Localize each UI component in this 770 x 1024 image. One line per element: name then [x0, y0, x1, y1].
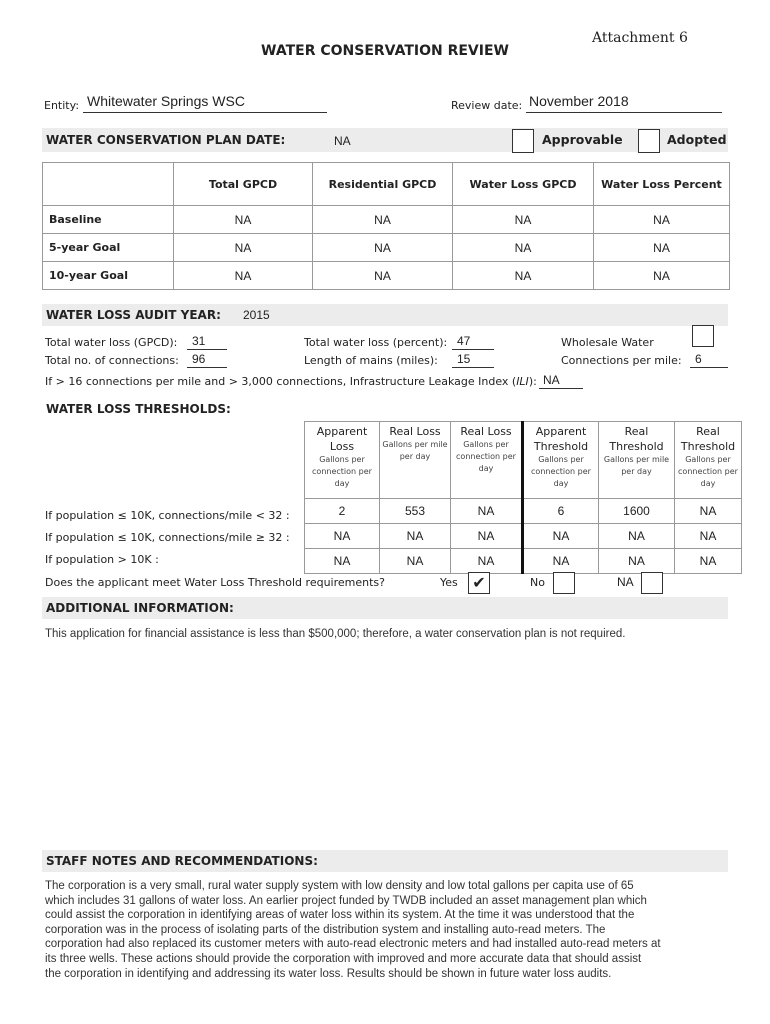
total-loss-pct-value[interactable]: 47 — [457, 334, 471, 348]
connections-value[interactable]: 96 — [192, 352, 206, 366]
staff-notes-header — [42, 850, 728, 872]
entity-underline — [83, 112, 327, 113]
col-unit: Gallons per connection per day — [678, 455, 738, 488]
ili-underline — [539, 388, 583, 389]
col-apparent-threshold — [523, 422, 599, 499]
page-title: WATER CONSERVATION REVIEW — [261, 43, 509, 59]
table-cell: NA — [380, 524, 451, 549]
table-cell: NA — [313, 262, 453, 290]
total-loss-gpcd-underline — [187, 349, 227, 350]
review-date-underline — [526, 112, 722, 113]
table-cell: NA — [451, 524, 523, 549]
table-row — [43, 206, 730, 234]
table-row — [305, 499, 742, 524]
table-cell: NA — [174, 206, 313, 234]
staff-note-line: corporation was in the process of isolating parts of the distribution system and installing auto-read meters. The — [45, 923, 606, 936]
staff-note-line: the corporation in identifying and addressing its water loss. Results should be shown in future water loss audits. — [45, 967, 612, 980]
gpcd-corner-cell — [43, 163, 174, 206]
plan-date-value[interactable]: NA — [334, 134, 351, 148]
no-checkbox[interactable] — [553, 572, 575, 594]
audit-year-label: WATER LOSS AUDIT YEAR: — [46, 308, 221, 322]
col-unit: Gallons per mile per day — [603, 455, 670, 476]
col-real-threshold-mile — [599, 422, 675, 499]
col-total-gpcd: Total GPCD — [174, 163, 313, 206]
table-cell: NA — [675, 524, 742, 549]
col-water-loss-percent: Water Loss Percent — [594, 163, 730, 206]
table-cell: NA — [675, 499, 742, 524]
plan-date-header — [42, 128, 728, 152]
col-unit: Gallons per connection per day — [312, 455, 372, 488]
thresholds-label: WATER LOSS THRESHOLDS: — [46, 402, 231, 416]
table-cell: NA — [174, 262, 313, 290]
total-loss-gpcd-label: Total water loss (GPCD): — [45, 336, 178, 349]
threshold-row-label: If population ≤ 10K, connections/mile ≥ 32 : — [45, 531, 290, 544]
ili-value[interactable]: NA — [543, 373, 560, 387]
table-row — [43, 262, 730, 290]
staff-note-line: The corporation is a very small, rural water supply system with low density and low total gallons per capita use of 65 — [45, 880, 634, 892]
table-cell: 6 — [523, 499, 599, 524]
total-loss-pct-underline — [452, 349, 494, 350]
additional-info-header — [42, 597, 728, 619]
review-date-label: Review date: — [451, 99, 523, 112]
col-title: Real Threshold — [609, 425, 664, 453]
table-cell: NA — [451, 499, 523, 524]
col-title: Real Threshold — [680, 425, 736, 453]
mains-label: Length of mains (miles): — [304, 354, 438, 367]
col-real-loss-mile — [380, 422, 451, 499]
ili-label-post: ): — [528, 375, 537, 388]
total-loss-pct-label: Total water loss (percent): — [304, 336, 448, 349]
table-cell: NA — [675, 549, 742, 574]
table-cell: NA — [594, 262, 730, 290]
col-title: Apparent Threshold — [533, 425, 589, 453]
approvable-checkbox[interactable] — [512, 129, 534, 153]
table-cell: NA — [599, 524, 675, 549]
col-title: Real Loss — [460, 425, 512, 438]
threshold-question: Does the applicant meet Water Loss Threshold requirements? — [45, 576, 385, 589]
col-unit: Gallons per connection per day — [456, 440, 516, 473]
thresholds-header — [42, 398, 728, 420]
audit-year-value[interactable]: 2015 — [243, 308, 270, 322]
col-title: Real Loss — [389, 425, 441, 438]
additional-info-label: ADDITIONAL INFORMATION: — [46, 601, 234, 615]
entity-value[interactable]: Whitewater Springs WSC — [87, 93, 245, 109]
audit-year-header — [42, 304, 728, 326]
row-label-5-year-goal: 5-year Goal — [43, 234, 174, 262]
conn-per-mile-underline — [690, 367, 728, 368]
table-cell: NA — [523, 524, 599, 549]
table-cell: NA — [380, 549, 451, 574]
yes-label: Yes — [440, 576, 458, 589]
table-cell: NA — [305, 549, 380, 574]
ili-label-pre: If > 16 connections per mile and > 3,000 connections, Infrastructure Leakage Index ( — [45, 375, 517, 388]
table-cell: 1600 — [599, 499, 675, 524]
row-label-10-year-goal: 10-year Goal — [43, 262, 174, 290]
col-unit: Gallons per connection per day — [531, 455, 591, 488]
mains-underline — [452, 367, 494, 368]
table-cell: NA — [594, 206, 730, 234]
col-residential-gpcd: Residential GPCD — [313, 163, 453, 206]
ili-label — [45, 375, 537, 388]
staff-notes-label: STAFF NOTES AND RECOMMENDATIONS: — [46, 854, 318, 868]
wholesale-label: Wholesale Water — [561, 336, 654, 349]
table-cell: NA — [305, 524, 380, 549]
gpcd-table — [42, 162, 730, 290]
additional-info-text: This application for financial assistance is less than $500,000; therefore, a water conservation plan is not required. — [45, 628, 626, 640]
table-cell: NA — [599, 549, 675, 574]
conn-per-mile-label: Connections per mile: — [561, 354, 682, 367]
col-unit: Gallons per mile per day — [382, 440, 448, 461]
table-cell: NA — [313, 206, 453, 234]
checkmark-icon: ✔ — [472, 573, 486, 592]
conn-per-mile-value[interactable]: 6 — [695, 352, 702, 366]
table-row — [305, 549, 742, 574]
col-apparent-loss — [305, 422, 380, 499]
staff-note-line: its three wells. These actions should provide the corporation with improved and more accurate data that should assist — [45, 952, 642, 965]
table-cell: 553 — [380, 499, 451, 524]
table-row — [43, 234, 730, 262]
review-date-value[interactable]: November 2018 — [529, 93, 629, 109]
wholesale-checkbox[interactable] — [692, 325, 714, 347]
adopted-label: Adopted — [667, 132, 727, 147]
total-loss-gpcd-value[interactable]: 31 — [192, 334, 206, 348]
staff-note-line: corporation had also replaced its customer meters with auto-read electronic meters and had installed auto-read meters at — [45, 938, 661, 951]
staff-notes-body — [45, 879, 735, 981]
col-title: Apparent Loss — [316, 425, 368, 453]
threshold-row-label: If population ≤ 10K, connections/mile < 32 : — [45, 509, 290, 522]
entity-label: Entity: — [44, 99, 80, 112]
table-cell: NA — [313, 234, 453, 262]
table-cell: NA — [453, 262, 594, 290]
yes-checkbox[interactable] — [468, 572, 490, 594]
connections-underline — [187, 367, 227, 368]
attachment-label: Attachment 6 — [592, 30, 688, 46]
table-cell: NA — [453, 206, 594, 234]
row-label-baseline: Baseline — [43, 206, 174, 234]
table-row — [305, 524, 742, 549]
no-label: No — [530, 576, 545, 589]
col-water-loss-gpcd: Water Loss GPCD — [453, 163, 594, 206]
na-checkbox[interactable] — [641, 572, 663, 594]
threshold-row-label: If population > 10K : — [45, 553, 159, 566]
ili-abbr: ILI — [516, 375, 529, 388]
connections-label: Total no. of connections: — [45, 354, 179, 367]
plan-date-label: WATER CONSERVATION PLAN DATE: — [46, 133, 286, 147]
adopted-checkbox[interactable] — [638, 129, 660, 153]
approvable-label: Approvable — [542, 132, 623, 147]
col-real-threshold-connection — [675, 422, 742, 499]
table-cell: NA — [174, 234, 313, 262]
staff-note-line: which includes 31 gallons of water loss. An earlier project funded by TWDB included an asset management plan which — [45, 894, 647, 907]
col-real-loss-connection — [451, 422, 523, 499]
table-cell: NA — [523, 549, 599, 574]
thresholds-table — [304, 421, 742, 574]
table-cell: NA — [451, 549, 523, 574]
mains-value[interactable]: 15 — [457, 352, 471, 366]
na-label: NA — [617, 575, 634, 589]
staff-note-line: could assist the corporation in identifying areas of water loss within its system. At the time it was understood that the — [45, 909, 635, 922]
thresholds-header-row — [305, 422, 742, 499]
table-cell: 2 — [305, 499, 380, 524]
table-cell: NA — [594, 234, 730, 262]
table-cell: NA — [453, 234, 594, 262]
gpcd-header-row — [43, 163, 730, 206]
